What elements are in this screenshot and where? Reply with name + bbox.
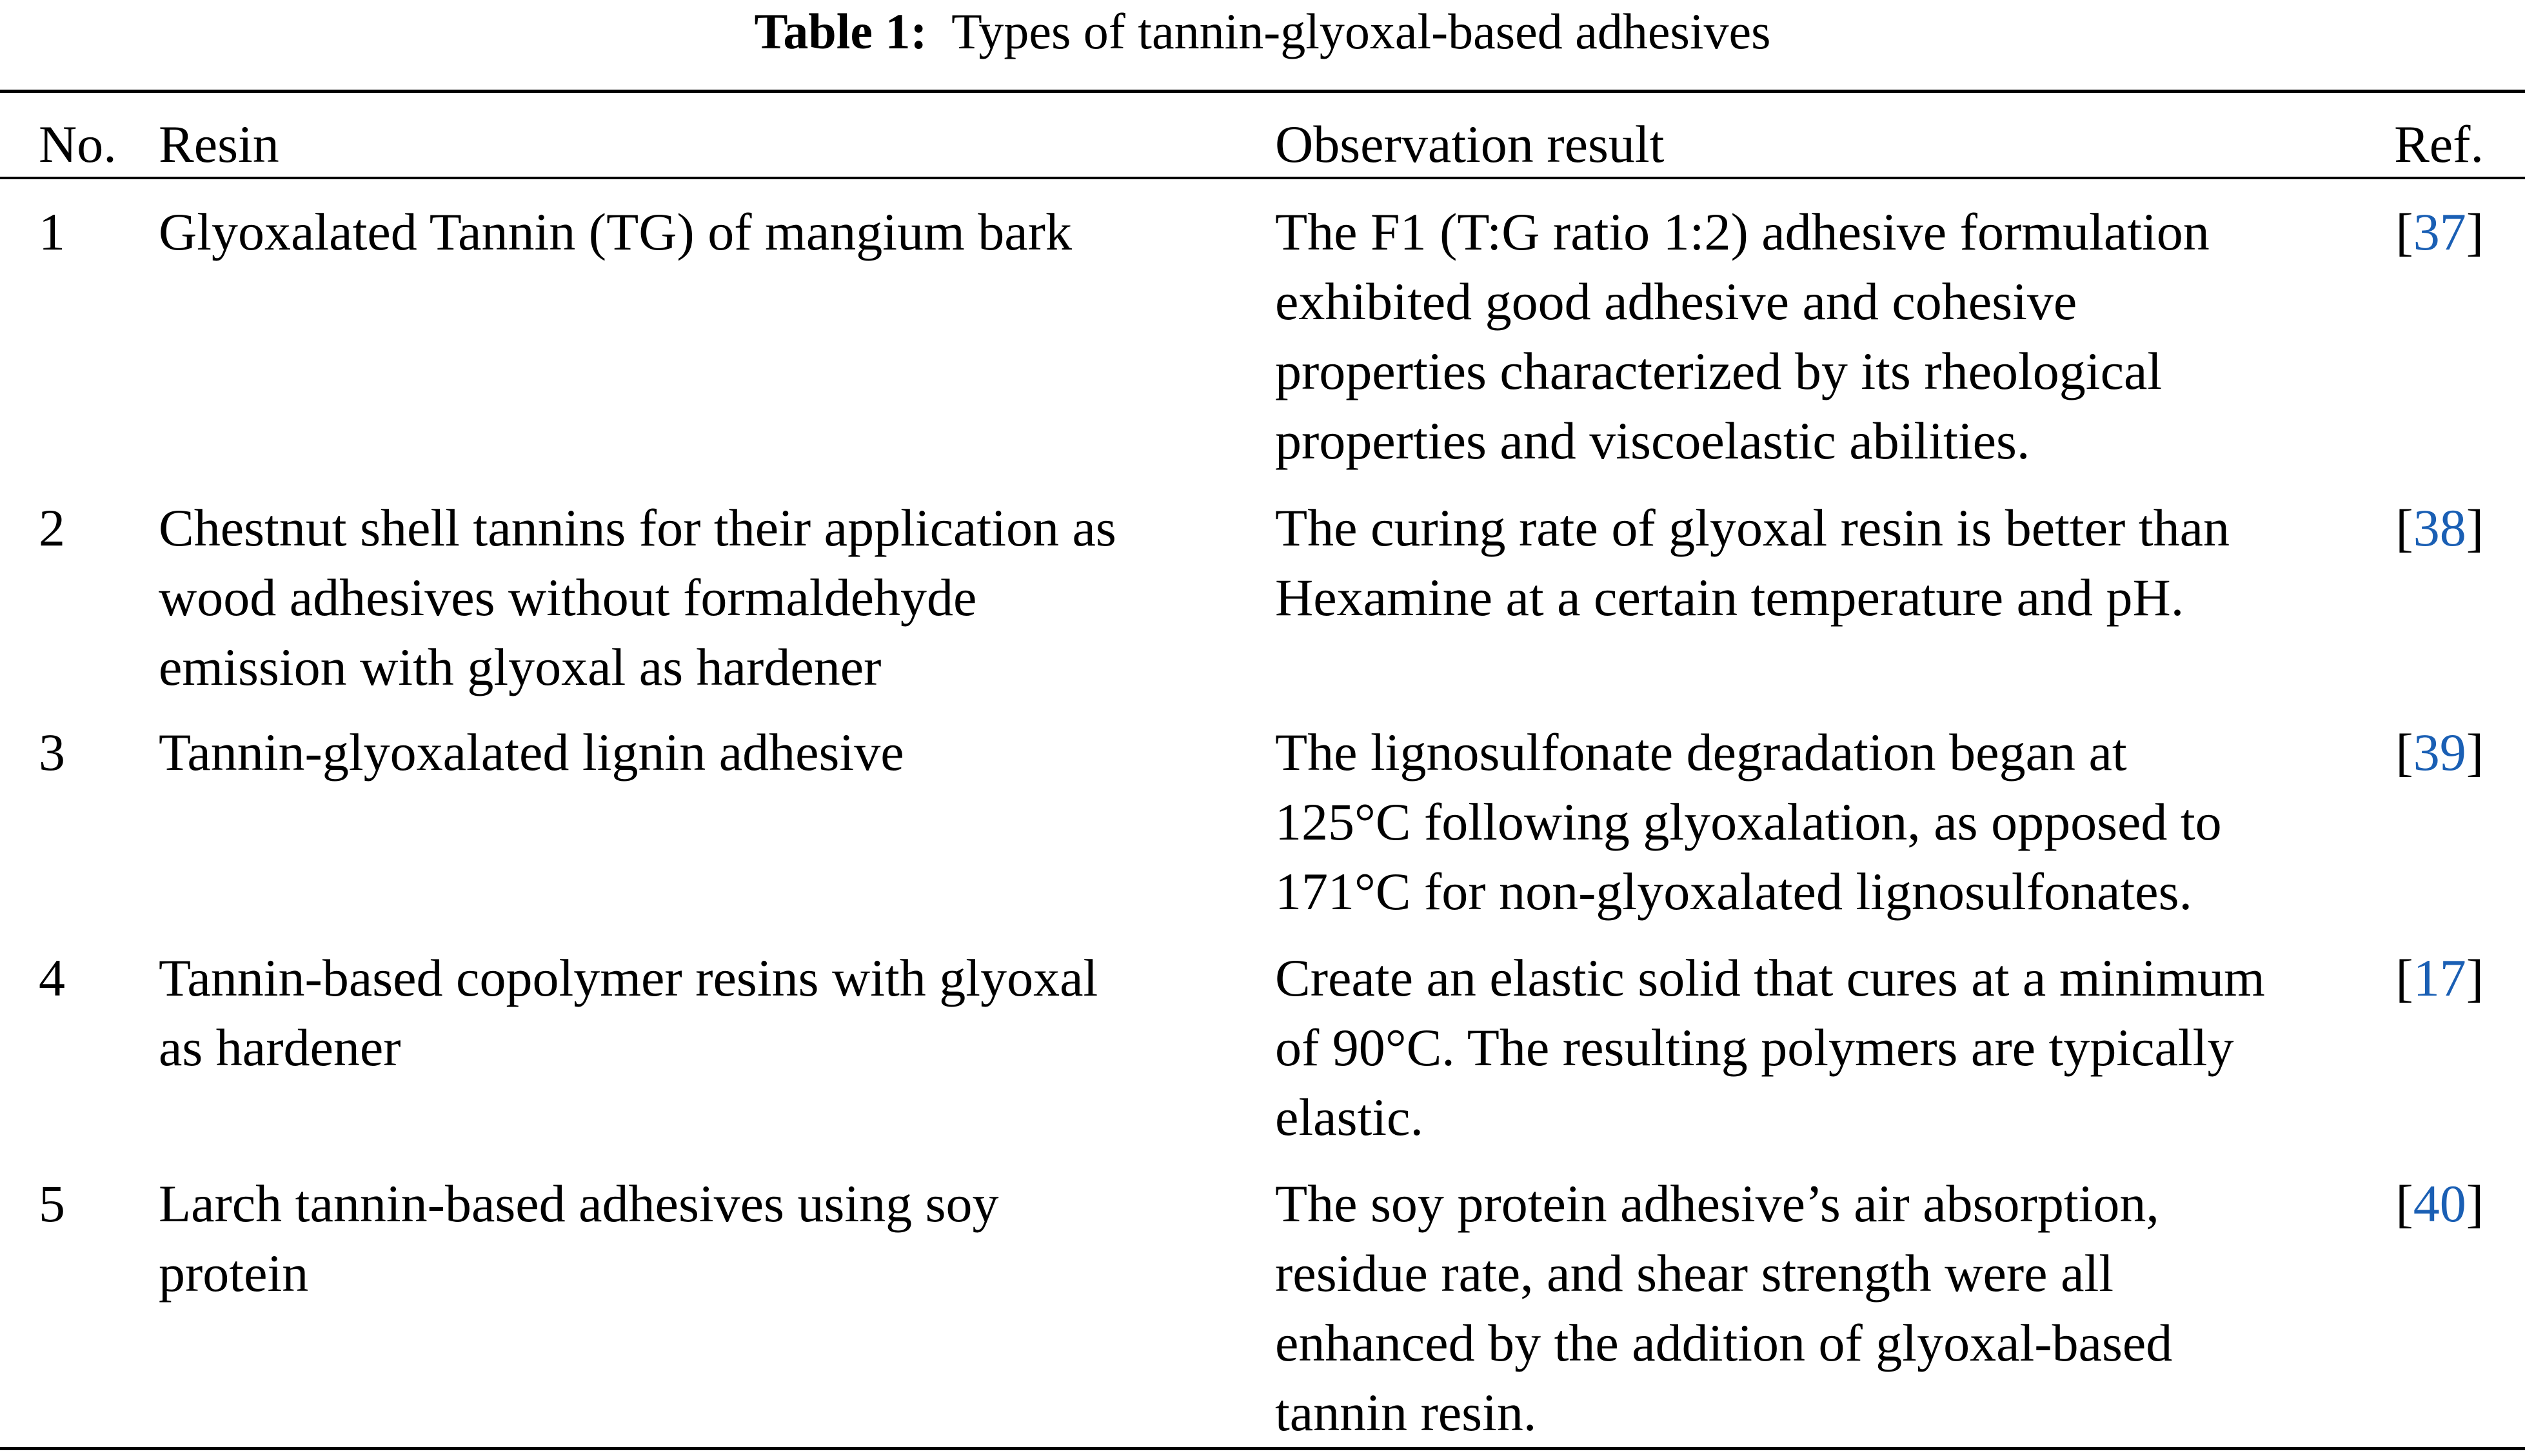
row-4-ref-link[interactable]: 17: [2413, 949, 2466, 1007]
row-2-no: 2: [39, 498, 65, 557]
table-bottom-rule: [0, 1447, 2525, 1450]
row-4-resin-line: Tannin-based copolymer resins with glyoxal: [159, 949, 1098, 1007]
row-5-resin-line: protein: [159, 1244, 309, 1303]
row-5-no: 5: [39, 1174, 65, 1233]
row-3-no: 3: [39, 723, 65, 782]
table-caption-title: Types of tannin-glyoxal-based adhesives: [951, 3, 1771, 59]
row-3-ref-open: [: [2395, 723, 2413, 782]
row-1-observation-line: The F1 (T:G ratio 1:2) adhesive formulation: [1275, 202, 2210, 261]
row-3-observation-line: 171°C for non-glyoxalated lignosulfonates.: [1275, 862, 2192, 921]
row-4-observation-line: Create an elastic solid that cures at a minimum: [1275, 949, 2265, 1007]
row-1-ref-open: [: [2395, 202, 2413, 261]
table-caption: [0, 3, 2525, 61]
row-1-observation-line: properties and viscoelastic abilities.: [1275, 411, 2030, 470]
row-5-observation-line: tannin resin.: [1275, 1383, 1537, 1442]
row-1-ref: [2395, 197, 2484, 267]
row-4-observation-line: elastic.: [1275, 1088, 1423, 1146]
row-5-observation-line: The soy protein adhesive’s air absorption,: [1275, 1174, 2159, 1233]
row-1-ref-close: ]: [2466, 202, 2484, 261]
row-1-no: 1: [39, 202, 65, 261]
table-top-rule: [0, 90, 2525, 93]
row-2-ref-link[interactable]: 38: [2413, 498, 2466, 557]
row-2-observation: [1275, 493, 2230, 633]
column-header-ref: Ref.: [2394, 115, 2484, 173]
row-5-resin: [159, 1169, 999, 1308]
row-3-observation-line: 125°C following glyoxalation, as opposed to: [1275, 792, 2222, 851]
row-5-resin-line: Larch tannin-based adhesives using soy: [159, 1174, 999, 1233]
row-5-observation: [1275, 1169, 2172, 1448]
column-header-resin: Resin: [159, 115, 279, 173]
row-4-ref: [2395, 943, 2484, 1013]
row-1-resin-line: Glyoxalated Tannin (TG) of mangium bark: [159, 202, 1072, 261]
row-2-resin: [159, 493, 1116, 702]
row-4-observation-line: of 90°C. The resulting polymers are typically: [1275, 1018, 2234, 1077]
row-3-observation-line: The lignosulfonate degradation began at: [1275, 723, 2127, 782]
row-4-no: 4: [39, 949, 65, 1007]
row-4-resin-line: as hardener: [159, 1018, 401, 1077]
row-4-resin: [159, 943, 1098, 1083]
row-2-observation-line: The curing rate of glyoxal resin is better than: [1275, 498, 2230, 557]
row-2-ref-open: [: [2395, 498, 2413, 557]
column-header-no: No.: [39, 115, 117, 173]
row-2-resin-line: wood adhesives without formaldehyde: [159, 568, 977, 627]
row-2-resin-line: emission with glyoxal as hardener: [159, 638, 882, 696]
row-3-resin-line: Tannin-glyoxalated lignin adhesive: [159, 723, 904, 782]
row-2-ref: [2395, 493, 2484, 563]
row-3-ref-close: ]: [2466, 723, 2484, 782]
row-5-ref-open: [: [2395, 1174, 2413, 1233]
table-caption-label: Table 1:: [754, 3, 927, 59]
row-1-observation: [1275, 197, 2210, 476]
row-5-observation-line: residue rate, and shear strength were all: [1275, 1244, 2114, 1303]
row-4-ref-open: [: [2395, 949, 2413, 1007]
row-1-resin: [159, 197, 1072, 267]
row-2-resin-line: Chestnut shell tannins for their application as: [159, 498, 1116, 557]
row-4-observation: [1275, 943, 2265, 1152]
row-5-observation-line: enhanced by the addition of glyoxal-based: [1275, 1313, 2173, 1372]
row-2-ref-close: ]: [2466, 498, 2484, 557]
row-3-ref-link[interactable]: 39: [2413, 723, 2466, 782]
row-3-observation: [1275, 718, 2222, 927]
row-5-ref-link[interactable]: 40: [2413, 1174, 2466, 1233]
row-1-observation-line: exhibited good adhesive and cohesive: [1275, 272, 2077, 331]
table-header-rule: [0, 177, 2525, 179]
row-1-ref-link[interactable]: 37: [2413, 202, 2466, 261]
row-3-ref: [2395, 718, 2484, 787]
row-1-observation-line: properties characterized by its rheological: [1275, 342, 2163, 400]
row-2-observation-line: Hexamine at a certain temperature and pH.: [1275, 568, 2184, 627]
row-5-ref: [2395, 1169, 2484, 1239]
row-5-ref-close: ]: [2466, 1174, 2484, 1233]
row-3-resin: [159, 718, 904, 787]
row-4-ref-close: ]: [2466, 949, 2484, 1007]
column-header-observation: Observation result: [1275, 115, 1665, 173]
